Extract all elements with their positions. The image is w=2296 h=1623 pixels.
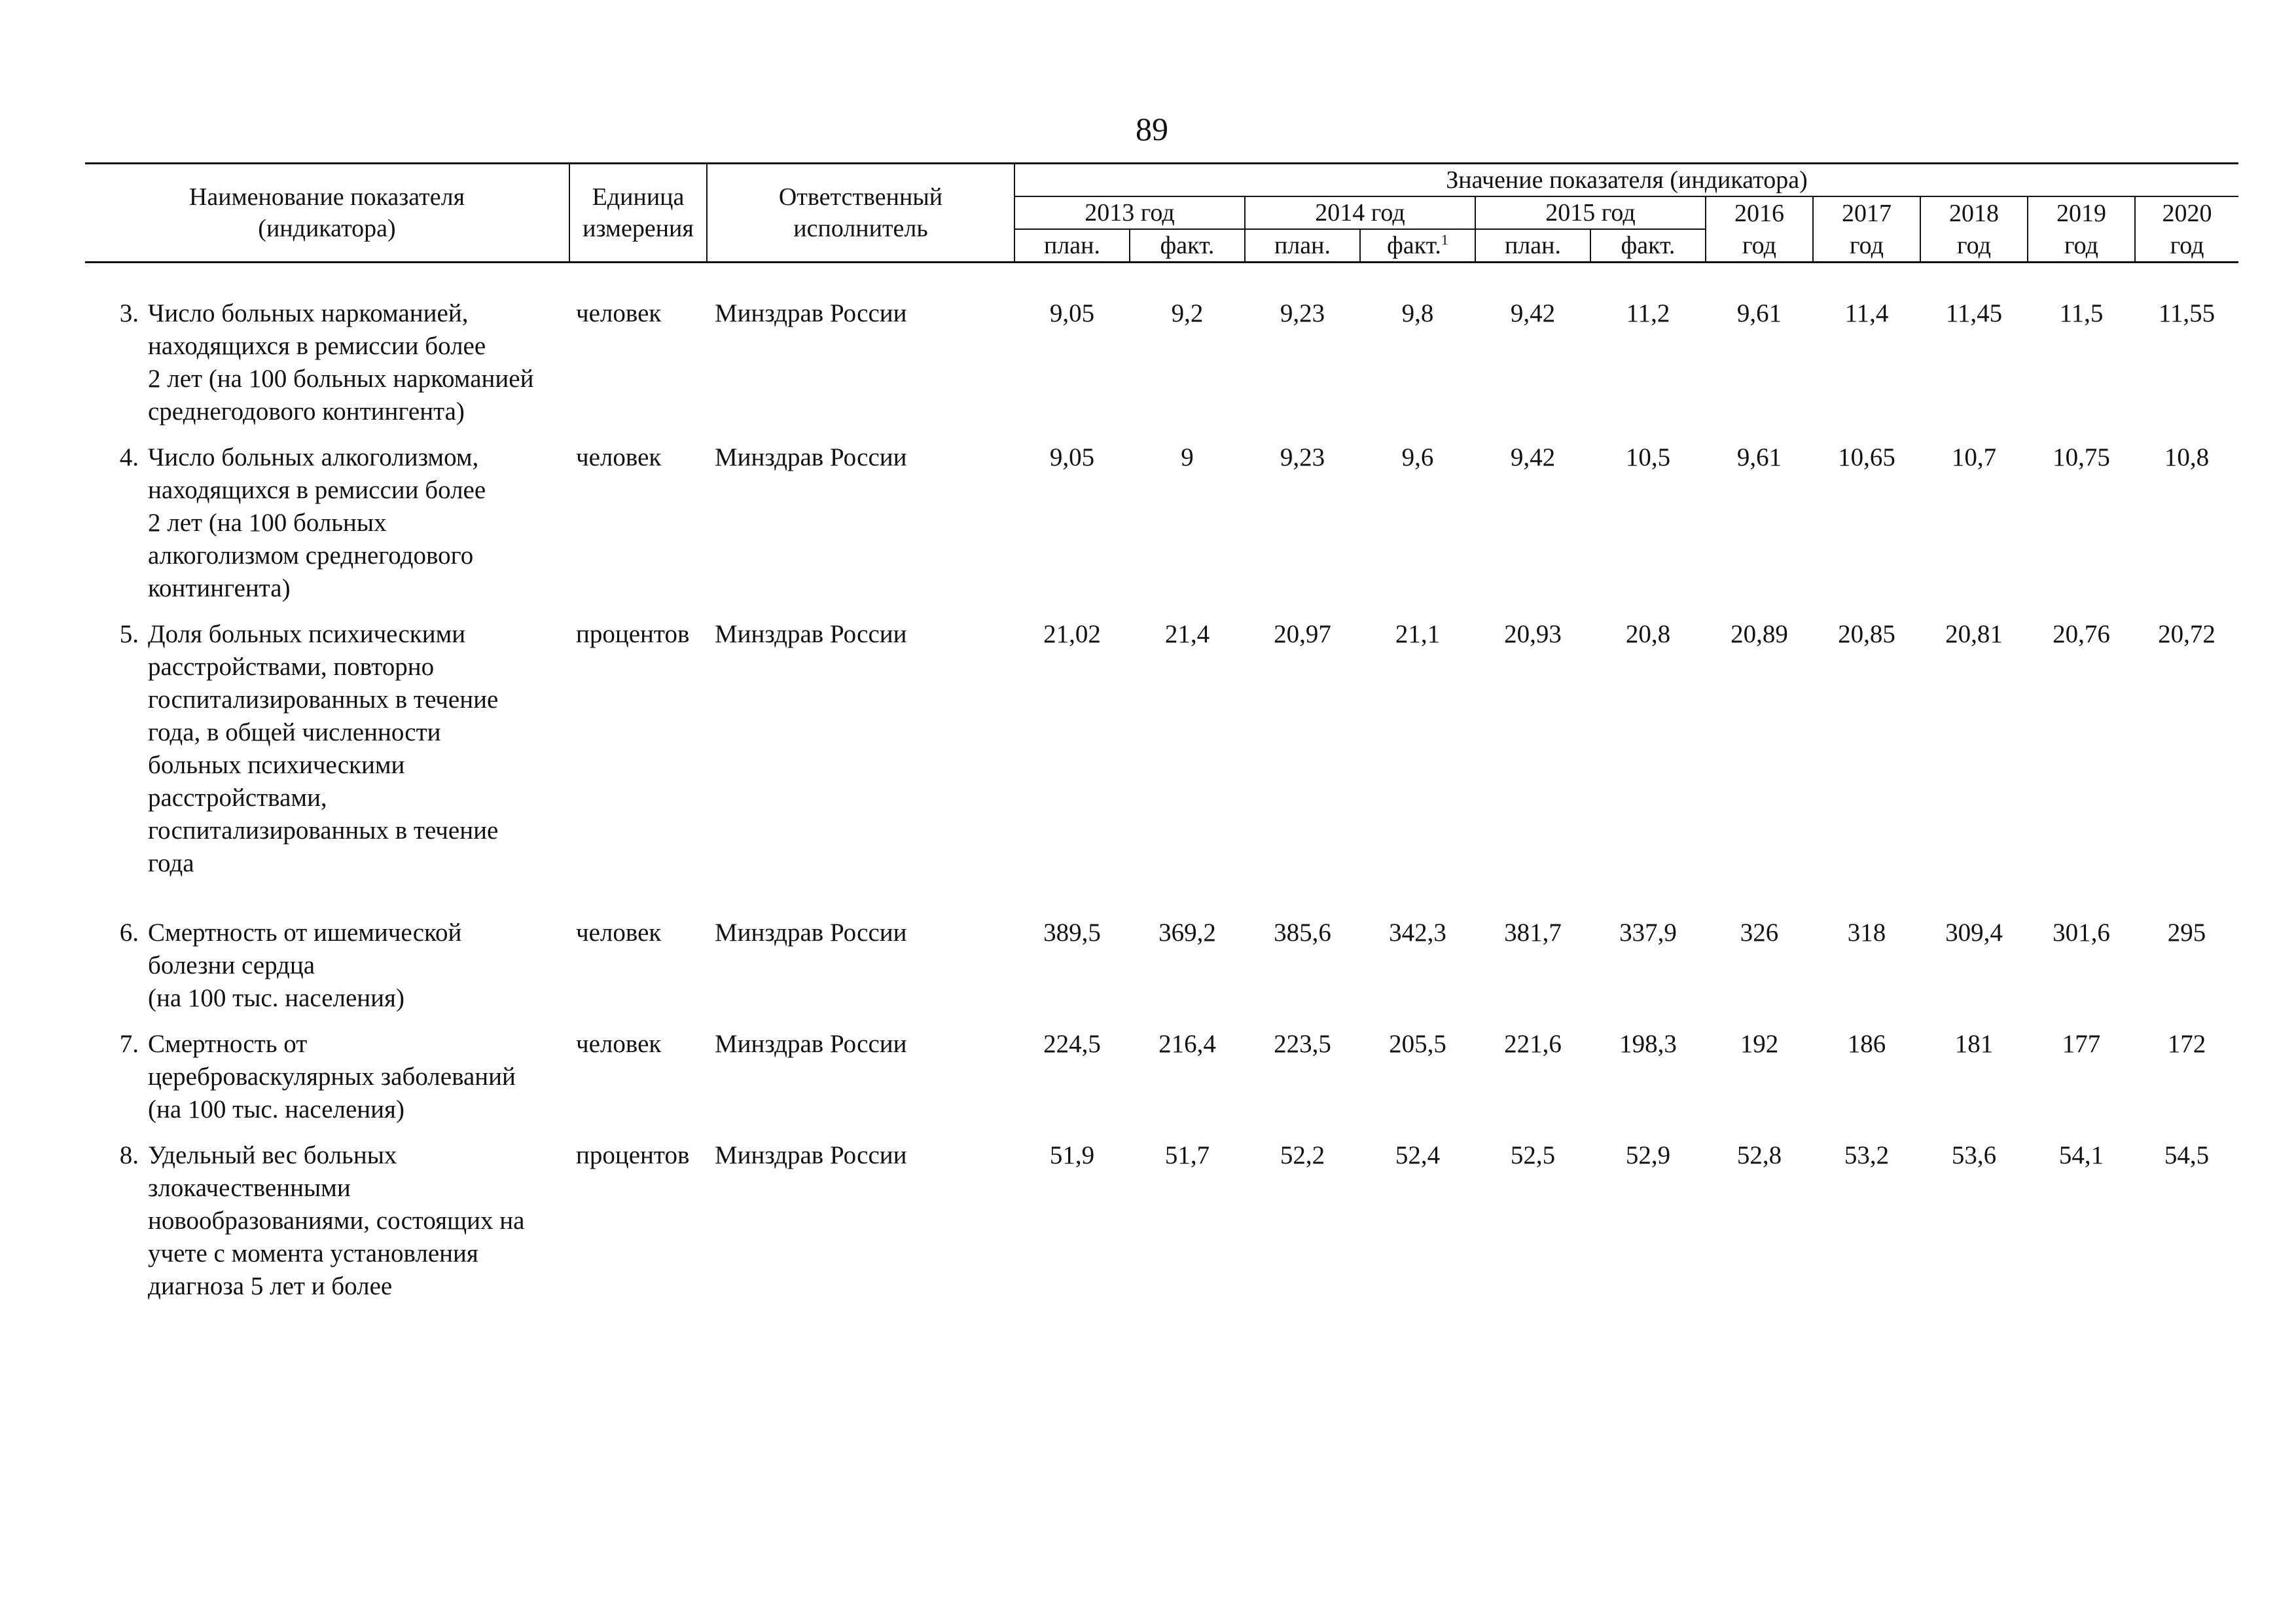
value-cell: 51,7: [1164, 1141, 1210, 1169]
value-cell: 20,72: [2158, 620, 2215, 648]
unit-cell: человек: [576, 443, 662, 471]
value-cell: 205,5: [1389, 1030, 1446, 1058]
value-cell: 221,6: [1504, 1030, 1562, 1058]
row-number: 7.: [119, 1030, 139, 1058]
indicator-name-cell: [85, 1139, 569, 1303]
value-cell: 54,5: [2164, 1141, 2210, 1169]
value-cell: 192: [1740, 1030, 1779, 1058]
value-cell: 369,2: [1158, 919, 1216, 947]
indicator-name-line: госпитализированных в течение: [148, 685, 499, 714]
indicator-name-line: 2 лет (на 100 больных наркоманией: [148, 365, 534, 393]
indicator-name-line: 2 лет (на 100 больных: [148, 509, 387, 537]
value-cell: 52,8: [1736, 1141, 1782, 1169]
spacer-cell: [85, 263, 2238, 298]
year-header-2016: 2016: [1706, 196, 1813, 229]
spacer-cell: [85, 605, 2238, 618]
value-cell: 11,55: [2158, 299, 2215, 327]
indicator-name-line: учете с момента установления: [148, 1239, 478, 1267]
value-cell: 337,9: [1619, 919, 1677, 947]
value-cell: 9,42: [1510, 443, 1556, 471]
value-cell: 20,85: [1838, 620, 1895, 648]
indicator-name-line: находящихся в ремиссии более: [148, 332, 486, 360]
indicator-name-line: больных психическими: [148, 751, 405, 779]
value-cell: 20,97: [1274, 620, 1331, 648]
responsible-cell: Минздрав России: [715, 620, 907, 648]
year-header-2018: 2018: [1920, 196, 2028, 229]
value-cell: 11,5: [2059, 299, 2104, 327]
spacer-cell: [85, 880, 2238, 917]
value-cell: 198,3: [1619, 1030, 1677, 1058]
table-row: [85, 917, 2238, 1015]
value-cell: 216,4: [1158, 1030, 1216, 1058]
table-row: [85, 297, 2238, 428]
indicator-name-line: (на 100 тыс. населения): [148, 1095, 404, 1123]
row-spacer: [85, 428, 2238, 441]
value-cell: 381,7: [1504, 919, 1562, 947]
value-cell: 20,8: [1625, 620, 1671, 648]
indicator-name-line: болезни сердца: [148, 951, 315, 979]
unit-column-header: Единица измерения: [569, 164, 707, 263]
value-cell: 10,65: [1838, 443, 1895, 471]
indicator-name-cell: [85, 1028, 569, 1126]
value-cell: 9,23: [1280, 299, 1325, 327]
table-row: [85, 441, 2238, 605]
indicator-name-line: госпитализированных в течение: [148, 816, 499, 845]
page-number: 89: [1136, 111, 1168, 147]
value-cell: 11,45: [1945, 299, 2003, 327]
value-cell: 342,3: [1389, 919, 1446, 947]
value-cell: 9,61: [1736, 299, 1782, 327]
row-number: 3.: [119, 299, 139, 327]
unit-cell: процентов: [576, 620, 690, 648]
value-cell: 318: [1847, 919, 1886, 947]
value-cell: 20,89: [1731, 620, 1788, 648]
row-number: 5.: [119, 620, 139, 648]
footnote-marker: 1: [1441, 231, 1448, 248]
indicator-name-line: расстройствами,: [148, 784, 327, 812]
name-column-header: Наименование показателя (индикатора): [85, 164, 569, 263]
indicator-name-line: Число больных наркоманией,: [148, 299, 469, 327]
year-header-2013: 2013 год: [1014, 196, 1245, 229]
value-cell: 52,5: [1510, 1141, 1556, 1169]
responsible-cell: Минздрав России: [715, 1030, 907, 1058]
plan-header: план.: [1014, 229, 1130, 263]
value-cell: 21,02: [1043, 620, 1101, 648]
table-row: [85, 618, 2238, 880]
value-cell: 9: [1181, 443, 1194, 471]
value-cell: 10,5: [1625, 443, 1671, 471]
fact-header: факт.$^1$: [1360, 229, 1475, 263]
indicator-name-line: Смертность от ишемической: [148, 919, 462, 947]
value-cell: 309,4: [1945, 919, 2003, 947]
value-cell: 10,75: [2053, 443, 2110, 471]
indicator-name-line: новообразованиями, состоящих на: [148, 1207, 525, 1235]
value-cell: 181: [1954, 1030, 1994, 1058]
value-cell: 9,23: [1280, 443, 1325, 471]
value-cell: 9,61: [1736, 443, 1782, 471]
plan-header: план.: [1245, 229, 1360, 263]
row-number: 6.: [119, 919, 139, 947]
value-cell: 51,9: [1049, 1141, 1095, 1169]
table-row: [85, 1028, 2238, 1126]
value-cell: 389,5: [1043, 919, 1101, 947]
responsible-cell: Минздрав России: [715, 443, 907, 471]
indicator-name-line: злокачественными: [148, 1174, 351, 1202]
value-cell: 326: [1740, 919, 1779, 947]
value-cell: 9,6: [1401, 443, 1434, 471]
row-number: 4.: [119, 443, 139, 471]
year-header-2015: 2015 год: [1475, 196, 1706, 229]
value-cell: 223,5: [1274, 1030, 1331, 1058]
fact-header: факт.: [1590, 229, 1706, 263]
value-cell: 10,7: [1951, 443, 1997, 471]
indicator-name-line: Смертность от: [148, 1030, 308, 1058]
value-cell: 301,6: [2053, 919, 2110, 947]
row-spacer: [85, 605, 2238, 618]
indicator-name-line: года: [148, 849, 194, 877]
value-cell: 385,6: [1274, 919, 1331, 947]
indicator-name-line: контингента): [148, 574, 291, 602]
value-cell: 52,4: [1395, 1141, 1441, 1169]
table-row: [85, 1139, 2238, 1303]
indicator-name-line: Доля больных психическими: [148, 620, 466, 648]
spacer-cell: [85, 1126, 2238, 1139]
value-cell: 177: [2062, 1030, 2101, 1058]
indicator-name-cell: [85, 618, 569, 880]
row-spacer: [85, 1015, 2238, 1028]
table-body: [85, 263, 2238, 1304]
value-cell: 11,2: [1626, 299, 1670, 327]
indicator-name-cell: [85, 441, 569, 605]
indicator-name-line: Удельный вес больных: [148, 1141, 397, 1169]
table-header: [85, 164, 2238, 263]
value-cell: 9,2: [1171, 299, 1204, 327]
plan-header: план.: [1475, 229, 1590, 263]
indicator-name-line: цереброваскулярных заболеваний: [148, 1063, 516, 1091]
value-cell: 186: [1847, 1030, 1886, 1058]
row-number: 8.: [119, 1141, 139, 1169]
indicator-name-cell: [85, 297, 569, 428]
row-spacer: [85, 880, 2238, 917]
year-header-2017: 2017: [1813, 196, 1920, 229]
unit-cell: процентов: [576, 1141, 690, 1169]
value-cell: 295: [2167, 919, 2206, 947]
indicators-table: [85, 162, 2238, 1303]
responsible-cell: Минздрав России: [715, 299, 907, 327]
value-cell: 53,6: [1951, 1141, 1997, 1169]
value-cell: 20,76: [2053, 620, 2110, 648]
value-cell: 9,05: [1049, 443, 1095, 471]
unit-cell: человек: [576, 299, 662, 327]
row-spacer: [85, 263, 2238, 298]
unit-cell: человек: [576, 1030, 662, 1058]
value-cell: 53,2: [1844, 1141, 1890, 1169]
spacer-cell: [85, 428, 2238, 441]
unit-cell: человек: [576, 919, 662, 947]
value-cell: 20,81: [1945, 620, 2003, 648]
indicator-name-line: алкоголизмом среднегодового: [148, 541, 474, 570]
year-header-2019: 2019: [2028, 196, 2135, 229]
year-suffix-2018: год: [1920, 229, 2028, 263]
value-cell: 20,93: [1504, 620, 1562, 648]
value-cell: 224,5: [1043, 1030, 1101, 1058]
value-cell: 9,8: [1401, 299, 1434, 327]
value-cell: 21,4: [1164, 620, 1210, 648]
responsible-cell: Минздрав России: [715, 1141, 907, 1169]
value-cell: 52,9: [1625, 1141, 1671, 1169]
value-cell: 9,05: [1049, 299, 1095, 327]
value-cell: 10,8: [2164, 443, 2210, 471]
indicator-name-line: среднегодового контингента): [148, 397, 465, 426]
value-cell: 21,1: [1395, 620, 1441, 648]
year-suffix-2020: год: [2135, 229, 2238, 263]
responsible-column-header: Ответственный исполнитель: [707, 164, 1014, 263]
value-group-header: Значение показателя (индикатора): [1014, 164, 2238, 197]
year-header-2020: 2020: [2162, 199, 2212, 227]
row-spacer: [85, 1126, 2238, 1139]
value-cell: 11,4: [1844, 299, 1889, 327]
year-suffix-2017: год: [1813, 229, 1920, 263]
indicator-name-line: находящихся в ремиссии более: [148, 476, 486, 504]
indicator-name-cell: [85, 917, 569, 1015]
indicator-name-line: (на 100 тыс. населения): [148, 984, 404, 1012]
responsible-cell: Минздрав России: [715, 919, 907, 947]
indicator-name-line: расстройствами, повторно: [148, 653, 435, 681]
fact-header: факт.: [1130, 229, 1245, 263]
value-cell: 9,42: [1510, 299, 1556, 327]
indicator-name-line: года, в общей численности: [148, 718, 441, 746]
spacer-cell: [85, 1015, 2238, 1028]
year-header-2014: 2014 год: [1245, 196, 1475, 229]
year-suffix-2016: год: [1706, 229, 1813, 263]
value-cell: 54,1: [2058, 1141, 2104, 1169]
value-cell: 52,2: [1280, 1141, 1325, 1169]
value-cell: 172: [2167, 1030, 2206, 1058]
year-suffix-2019: год: [2028, 229, 2135, 263]
indicator-name-line: Число больных алкоголизмом,: [148, 443, 479, 471]
indicator-name-line: диагноза 5 лет и более: [148, 1272, 393, 1300]
